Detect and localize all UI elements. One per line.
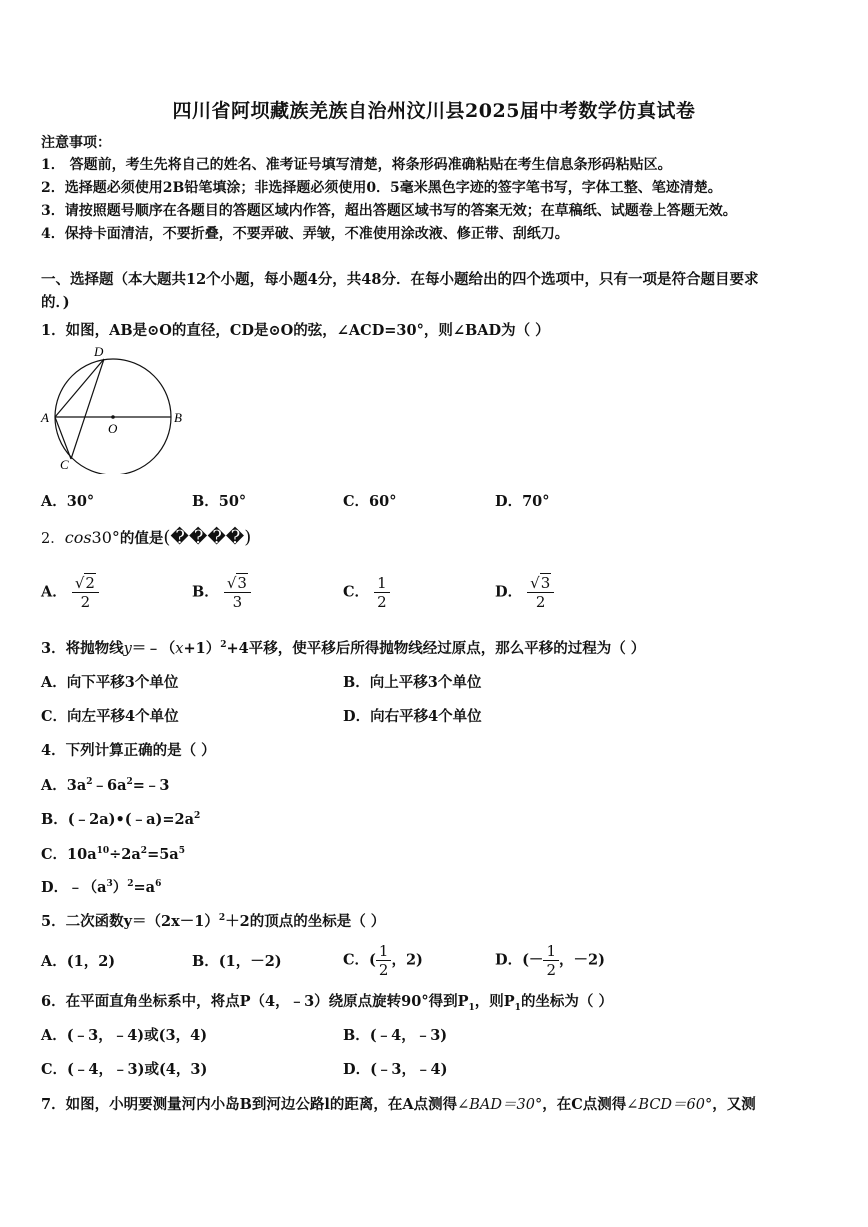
q2-c-letter: C． (343, 583, 370, 601)
q3-x: x (175, 641, 184, 657)
q2-d-radicand: 3 (540, 574, 551, 592)
q4-c-s3: 5 (178, 846, 185, 857)
q7-angle-bad: ∠BAD＝30° (457, 1097, 543, 1113)
q4-option-b (41, 808, 200, 829)
question-5-stem (41, 910, 385, 931)
question-6-stem (41, 990, 613, 1013)
q3-option-d: D．向右平移4个单位 (343, 708, 482, 725)
q2-b-den: 3 (232, 593, 243, 611)
q3-stem-a: 3．将抛物线 (41, 640, 124, 657)
question-7-stem (41, 1093, 841, 1114)
chord-cd (71, 359, 104, 459)
q6-option-c: C．(﹣4，﹣3)或(4，3) (41, 1061, 208, 1078)
q3-stem-c: +4平移，使平移后所得抛物线经过原点，那么平移的过程为（ ） (226, 640, 646, 657)
notice-item-1: 1． 答题前，考生先将自己的姓名、准考证号填写清楚，将条形码准确粘贴在考生信息条形码粘贴区。 (41, 157, 672, 173)
question-2-stem (41, 527, 251, 548)
q4-a-p2: ﹣6a (92, 777, 127, 794)
circle-diagram (38, 344, 188, 474)
q1-option-c: C．60° (343, 493, 397, 510)
label-c: C (60, 457, 69, 472)
q7-angle-bcd: ∠BCD＝60° (626, 1097, 713, 1113)
q2-tail: 的值是 (119, 530, 164, 547)
label-b: B (174, 410, 182, 425)
q5-stem-b: ＋2的顶点的坐标是（ ） (225, 913, 386, 930)
q6-option-d: D．(﹣3，﹣4) (343, 1061, 448, 1078)
notice-item-3: 3．请按照题号顺序在各题目的答题区域内作答，超出答题区域书写的答案无效；在草稿纸、试题卷上答题无效。 (41, 203, 737, 219)
q2-c-num: 1 (374, 574, 390, 593)
notice-heading: 注意事项： (41, 135, 111, 151)
q2-cos: cos (64, 528, 92, 547)
q5-option-b: B．(1，－2) (192, 953, 282, 970)
q5-option-c (343, 942, 423, 979)
q4-d-s1: 3 (106, 879, 113, 890)
q4-a-p3: =﹣3 (132, 777, 170, 794)
q4-a-s2: 2 (126, 777, 133, 788)
q4-d-p3: =a (133, 879, 156, 896)
q6-stem-a: 6．在平面直角坐标系中，将点P（4，﹣3）绕原点旋转90°得到P (41, 993, 469, 1010)
q5-d-post: ，－2) (558, 951, 605, 969)
q6-option-a: A．(﹣3，﹣4)或(3，4) (41, 1027, 208, 1044)
q2-d-fraction: $\frac{√3}{2}$ (527, 574, 554, 611)
q6-sub2: 1 (514, 1002, 521, 1013)
q3-eq: ＝﹣（ (131, 640, 176, 657)
q2-a-letter: A． (41, 583, 67, 601)
page-title: 四川省阿坝藏族羌族自治州汶川县2025届中考数学仿真试卷 (172, 100, 696, 122)
q2-deg: 30° (91, 528, 120, 547)
label-a: A (41, 410, 49, 425)
label-d: D (94, 344, 104, 359)
q2-c-den: 2 (377, 593, 387, 611)
q2-b-fraction: $\frac{√3}{3}$ (224, 574, 251, 611)
q2-option-b (192, 574, 251, 611)
q2-d-den: 2 (535, 593, 546, 611)
section-heading-line1: 一、选择题（本大题共12个小题，每小题4分，共48分．在每小题给出的四个选项中，只有一项是符合题目要求 (41, 271, 759, 288)
chord-ac (55, 417, 71, 459)
q1-option-a: A．30° (41, 493, 95, 510)
q6-sub1: 1 (468, 1002, 475, 1013)
q1-option-d: D．70° (495, 493, 550, 510)
q1-option-b: B．50° (192, 493, 247, 510)
q4-c-p3: =5a (147, 846, 179, 863)
q2-b-radicand: 3 (237, 574, 247, 592)
q5-sup: 2 (218, 913, 226, 924)
center-point (111, 415, 115, 419)
q5-c-num: 1 (376, 942, 392, 961)
q5-d-num: 1 (543, 942, 559, 961)
q2-a-radicand: 2 (85, 574, 95, 592)
q6-stem-c: 的坐标为（ ） (520, 993, 613, 1010)
notice-item-4: 4．保持卡面清洁，不要折叠，不要弄破、弄皱，不准使用涂改液、修正带、刮纸刀。 (41, 226, 569, 242)
q4-c-s1: 10 (96, 846, 110, 857)
q2-b-letter: B． (192, 583, 219, 601)
q4-option-c (41, 843, 185, 864)
q2-option-c (343, 574, 390, 611)
q5-d-den: 2 (546, 961, 556, 979)
q5-c-post: ，2) (391, 951, 423, 969)
question-4-stem: 4．下列计算正确的是（ ） (41, 742, 216, 759)
q5-d-pre: D．(－ (495, 951, 544, 969)
q2-d-letter: D． (495, 583, 523, 601)
q2-option-a (41, 574, 99, 611)
q4-option-a (41, 774, 170, 795)
q4-option-d (41, 876, 161, 897)
q2-paren: (����) (163, 527, 252, 548)
notice-item-2: 2．选择题必须使用2B铅笔填涂；非选择题必须使用0．5毫米黑色字迹的签字笔书写，字体工整、笔迹清楚。 (41, 180, 722, 196)
q4-b-p1: B．(﹣2a)•(﹣a)=2a (41, 811, 194, 828)
q6-stem-b: ，则P (474, 993, 515, 1010)
q6-option-b: B．(﹣4，﹣3) (343, 1027, 448, 1044)
q5-option-d (495, 942, 605, 979)
q5-stem-a: 5．二次函数y＝（2x－1） (41, 913, 219, 930)
q7-stem-a: 7．如图，小明要测量河内小岛B到河边公路l的距离，在A点测得 (41, 1096, 458, 1113)
q7-stem-c: ，又测 (712, 1096, 756, 1113)
section-heading-line2: 的．) (41, 294, 70, 311)
q3-sup: 2 (220, 640, 227, 651)
q3-option-c: C．向左平移4个单位 (41, 708, 179, 725)
q4-d-s3: 6 (155, 879, 162, 890)
q2-num: 2． (41, 531, 65, 547)
q4-c-s2: 2 (140, 846, 148, 857)
q3-y: y (123, 641, 132, 657)
q4-d-p2: ） (112, 879, 128, 896)
q3-option-b: B．向上平移3个单位 (343, 674, 482, 691)
q3-stem-b: +1） (183, 640, 221, 657)
q4-b-s1: 2 (193, 811, 201, 822)
q5-c-den: 2 (378, 961, 389, 979)
q2-option-d (495, 574, 554, 611)
q4-a-s1: 2 (86, 777, 93, 788)
q2-c-fraction (374, 574, 390, 611)
q4-c-p1: C．10a (41, 846, 97, 863)
q4-c-p2: ÷2a (109, 846, 141, 863)
question-3-stem (41, 637, 645, 658)
q4-d-p1: D．﹣（a (41, 879, 107, 896)
q2-a-den: 2 (80, 593, 91, 611)
question-1-stem: 1．如图，AB是⊙O的直径，CD是⊙O的弦，∠ACD=30°，则∠BAD为（ ） (41, 322, 550, 339)
q2-a-fraction: $\frac{√2}{2}$ (72, 574, 99, 611)
q5-option-a: A．(1，2) (41, 953, 116, 970)
q4-d-s2: 2 (127, 879, 134, 890)
q5-c-pre: C．( (343, 951, 376, 969)
label-o: O (108, 421, 118, 436)
q4-a-p1: A．3a (41, 777, 87, 794)
q3-option-a: A．向下平移3个单位 (41, 674, 179, 691)
q7-stem-b: ，在C点测得 (542, 1096, 627, 1113)
